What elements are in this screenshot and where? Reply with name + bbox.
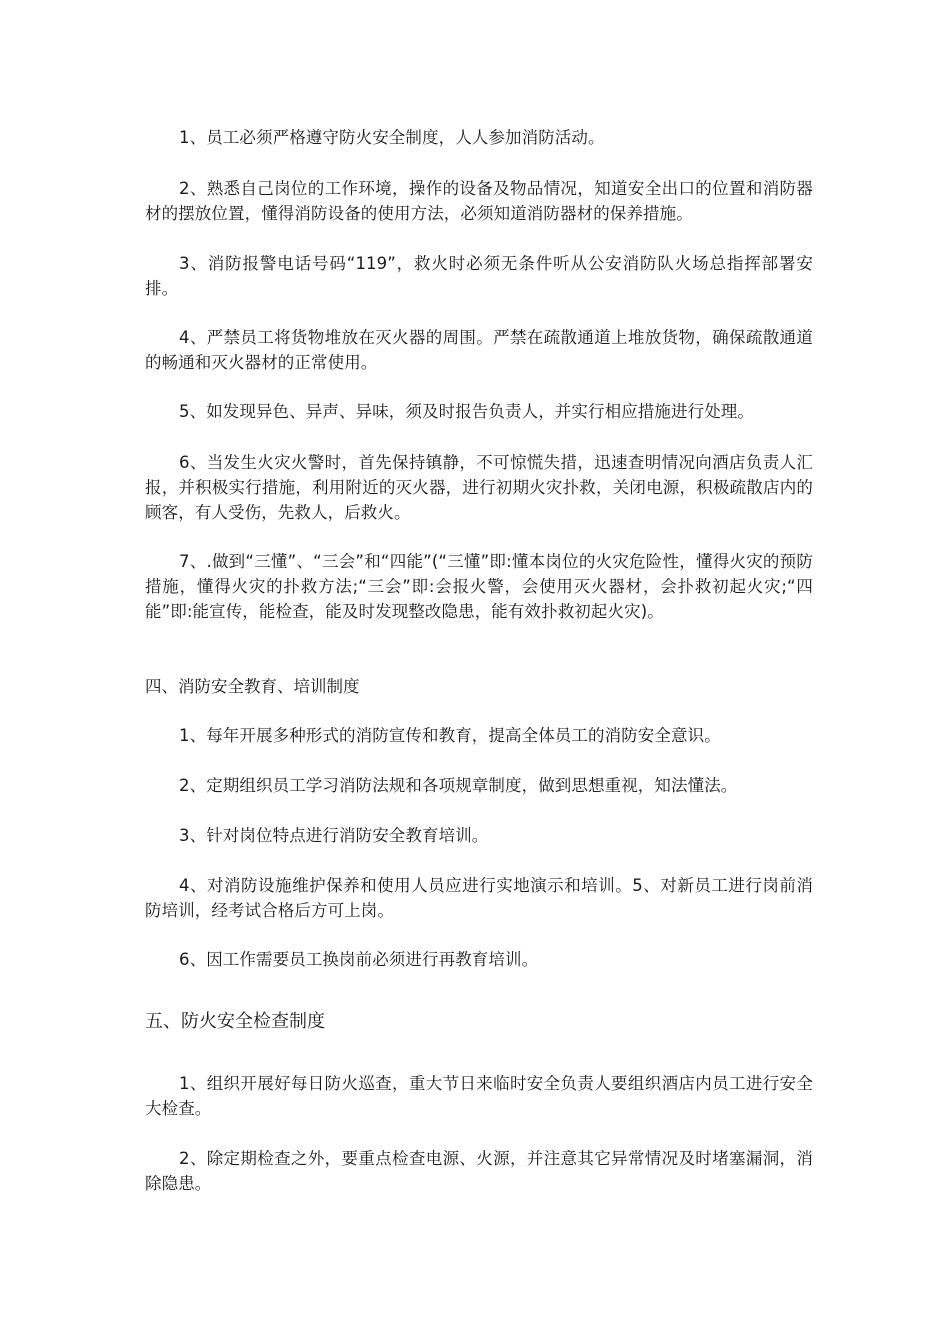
section4-item-3: 3、针对岗位特点进行消防安全教育培训。 xyxy=(179,826,489,845)
paragraph-item-6: 6、当发生火灾火警时，首先保持镇静，不可惊慌失措，迅速查明情况向酒店负责人汇报，并积极实行措施，利用附近的灭火器，进行初期火灾扑救，关闭电源，积极疏散店内的顾客，有人受伤，先救人，后救火。 xyxy=(145,453,813,522)
paragraph-item-1: 1、员工必须严格遵守防火安全制度，人人参加消防活动。 xyxy=(179,128,605,147)
section4-item-2: 2、定期组织员工学习消防法规和各项规章制度，做到思想重视，知法懂法。 xyxy=(179,776,738,795)
section5-item-1: 1、组织开展好每日防火巡查，重大节日来临时安全负责人要组织酒店内员工进行安全大检查。 xyxy=(145,1074,813,1118)
paragraph-item-4: 4、严禁员工将货物堆放在灭火器的周围。严禁在疏散通道上堆放货物，确保疏散通道的畅通和灭火器材的正常使用。 xyxy=(145,328,813,372)
paragraph-item-2: 2、熟悉自己岗位的工作环境，操作的设备及物品情况，知道安全出口的位置和消防器材的摆放位置，懂得消防设备的使用方法，必须知道消防器材的保养措施。 xyxy=(145,179,813,223)
section5-item-2: 2、除定期检查之外，要重点检查电源、火源，并注意其它异常情况及时堵塞漏洞，消除隐患。 xyxy=(145,1149,813,1193)
paragraph-item-5: 5、如发现异色、异声、异味，须及时报告负责人，并实行相应措施进行处理。 xyxy=(179,402,754,421)
paragraph-item-3: 3、消防报警电话号码“119”，救火时必须无条件听从公安消防队火场总指挥部署安排。 xyxy=(145,254,813,298)
paragraph-item-7: 7、.做到“三懂”、“三会”和“四能”(“三懂”即:懂本岗位的火灾危险性，懂得火灾的预防措施，懂得火灾的扑救方法;“三会”即:会报火警，会使用灭火器材，会扑救初起火灾;“四能”即:能宣传，能检查，能及时发现整改隐患，能有效扑救初起火灾)。 xyxy=(145,552,813,621)
section4-item-1: 1、每年开展多种形式的消防宣传和教育，提高全体员工的消防安全意识。 xyxy=(179,726,721,745)
section4-item-5: 6、因工作需要员工换岗前必须进行再教育培训。 xyxy=(179,950,539,969)
section-heading-5: 五、防火安全检查制度 xyxy=(145,1011,325,1032)
section4-item-4: 4、对消防设施维护保养和使用人员应进行实地演示和培训。5、对新员工进行岗前消防培训，经考试合格后方可上岗。 xyxy=(145,876,813,920)
section-heading-4: 四、消防安全教育、培训制度 xyxy=(145,677,360,696)
